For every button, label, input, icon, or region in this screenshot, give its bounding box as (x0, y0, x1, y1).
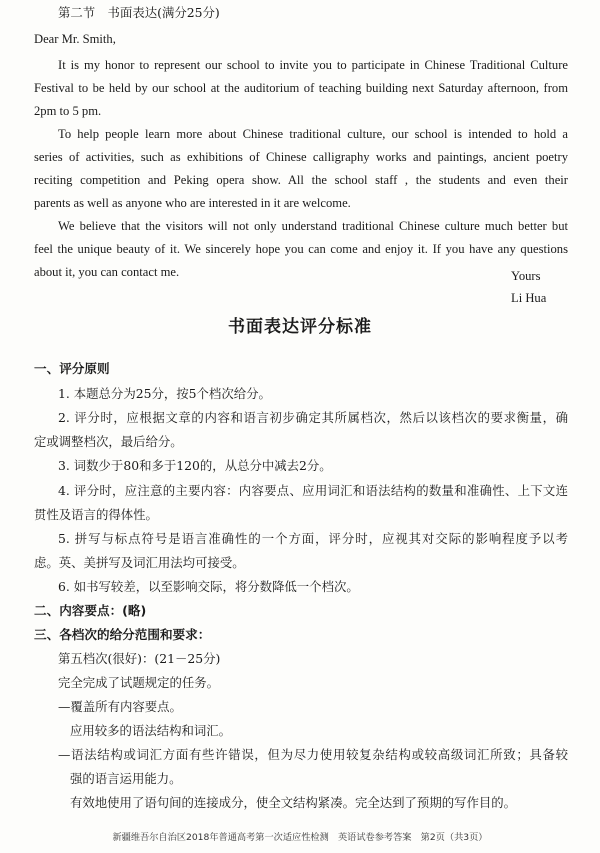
rubric-section-2-heading: 二、内容要点：(略) (34, 603, 147, 618)
rubric-item-2-line2: 定或调整档次，最后给分。 (34, 434, 183, 449)
rubric-section-3-heading: 三、各档次的给分范围和要求： (34, 627, 211, 642)
letter-p3-line3: about it, you can contact me. (34, 265, 180, 279)
rubric-item-5-line1: 5. 拼写与标点符号是语言准确性的一个方面，评分时，应视其对交际的影响程度予以考 (58, 531, 568, 546)
letter-signature: Li Hua (511, 291, 547, 305)
level-5-bullet-3: 有效地使用了语句间的连接成分，使全文结构紧凑。完全达到了预期的写作目的。 (70, 795, 517, 810)
rubric-item-6: 6. 如书写较差，以至影响交际，将分数降低一个档次。 (58, 579, 359, 594)
rubric-item-4-line2: 贯性及语言的得体性。 (34, 507, 158, 522)
rubric-item-3: 3. 词数少于80和多于120的，从总分中减去2分。 (58, 458, 332, 473)
level-5-bullet-1: —覆盖所有内容要点。 (58, 699, 182, 714)
letter-p2-line1: To help people learn more about Chinese traditional culture, our school is intended to hold a (58, 127, 568, 141)
level-5-bullet-1-sub: 应用较多的语法结构和词汇。 (70, 723, 232, 738)
letter-p3-line1: We believe that the visitors will not only understand traditional Chinese culture much better but (58, 219, 568, 233)
level-5-bullet-2-line1: —语法结构或词汇方面有些许错误，但为尽力使用较复杂结构或较高级词汇所致；具备较 (58, 747, 568, 762)
page-footer: 新疆维吾尔自治区2018年普通高考第一次适应性检测 英语试卷参考答案 第2页（共3页） (112, 832, 488, 843)
rubric-item-5-line2: 虑。英、美拼写及词汇用法均可接受。 (34, 555, 245, 570)
letter-p1-line1: It is my honor to represent our school to invite you to participate in Chinese Traditional Culture (58, 58, 568, 72)
letter-p3-line2: feel the unique beauty of it. We sincerely hope you can come and enjoy it. If you have any questions (34, 242, 568, 256)
letter-p2-line4: parents as well as anyone who are interested in it are welcome. (34, 196, 351, 210)
rubric-item-1: 1. 本题总分为25分，按5个档次给分。 (58, 386, 271, 401)
section-header: 第二节 书面表达(满分25分) (58, 5, 220, 20)
rubric-item-4-line1: 4. 评分时，应注意的主要内容：内容要点、应用词汇和语法结构的数量和准确性、上下文连 (58, 483, 568, 498)
level-5-description: 完全完成了试题规定的任务。 (58, 675, 220, 690)
rubric-title: 书面表达评分标准 (228, 317, 372, 337)
letter-p2-line3: reciting competition and Peking opera show. All the school staff , the students and even their (34, 173, 568, 187)
letter-p2-line2: series of activities, such as exhibitions of Chinese calligraphy works and paintings, ancient poetry (34, 150, 568, 164)
letter-p1-line3: 2pm to 5 pm. (34, 104, 102, 118)
letter-salutation: Dear Mr. Smith, (34, 32, 116, 46)
level-5-heading: 第五档次(很好)：(21－25分) (58, 651, 221, 666)
level-5-bullet-2-line2: 强的语言运用能力。 (70, 771, 182, 786)
letter-closing: Yours (511, 269, 541, 283)
rubric-item-2-line1: 2. 评分时，应根据文章的内容和语言初步确定其所属档次，然后以该档次的要求衡量，确 (58, 410, 568, 425)
letter-p1-line2: Festival to be held by our school at the auditorium of teaching building next Saturday afternoon, from (34, 81, 568, 95)
rubric-section-1-heading: 一、评分原则 (34, 361, 110, 376)
